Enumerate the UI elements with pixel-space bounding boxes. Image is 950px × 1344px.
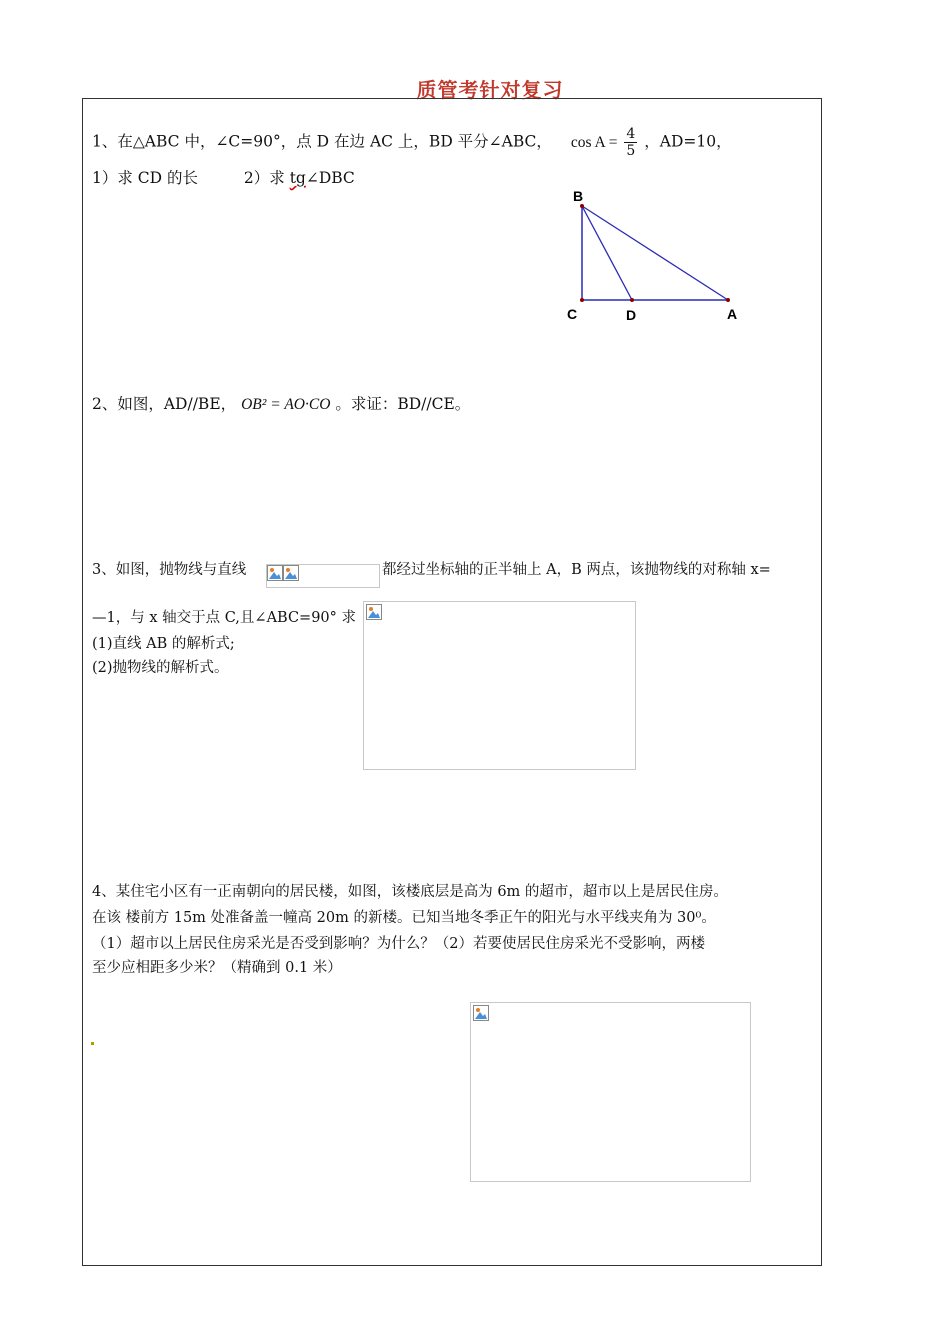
point-d — [630, 298, 634, 302]
q1-statement — [92, 126, 732, 159]
q2-formula: OB² = AO·CO — [241, 396, 331, 413]
label-d: D — [626, 307, 637, 323]
label-a: A — [727, 306, 738, 322]
q1-subquestions — [92, 166, 355, 188]
label-b: B — [573, 188, 584, 204]
q1-sub2-tg: tg — [289, 169, 306, 187]
q4-figure-placeholder — [470, 1002, 751, 1182]
q1-frac-den: 5 — [626, 143, 636, 159]
q3-line2: —1，与 x 轴交于点 C,且∠ABC=90° 求 — [92, 610, 357, 626]
broken-image-icon — [366, 604, 382, 620]
point-a — [726, 298, 730, 302]
broken-image-icon — [267, 565, 283, 581]
q3-inline-image-placeholder — [266, 564, 380, 588]
q1-sub2-a: 2）求 — [243, 169, 290, 187]
q1-fraction — [624, 126, 637, 159]
q3-figure-placeholder — [363, 601, 636, 770]
point-b — [580, 204, 584, 208]
q2-statement — [92, 392, 470, 414]
q3-item1: (1)直线 AB 的解析式; — [92, 636, 235, 652]
point-c — [580, 298, 584, 302]
stray-mark — [91, 1042, 94, 1045]
broken-image-icon — [283, 565, 299, 581]
q4-line3: （1）超市以上居民住房采光是否受到影响？为什么？（2）若要使居民住房采光不受影响，两楼 — [92, 936, 705, 952]
page-title: 质管考针对复习 — [416, 78, 564, 102]
triangle-figure — [560, 186, 760, 326]
q1-sub1: 1）求 CD 的长 — [92, 169, 199, 187]
broken-image-icon — [473, 1005, 489, 1021]
label-c: C — [567, 306, 578, 322]
q3-line1-b: 都经过坐标轴的正半轴上 A，B 两点，该抛物线的对称轴 x= — [382, 562, 771, 578]
q1-frac-num: 4 — [626, 126, 636, 142]
q2-text-a: 2、如图，AD//BE， — [92, 395, 237, 413]
q4-line1: 4、某住宅小区有一正南朝向的居民楼，如图，该楼底层是高为 6m 的超市，超市以上是居民住房。 — [92, 884, 728, 900]
q3-item2: (2)抛物线的解析式。 — [92, 660, 229, 676]
q1-cos-prefix: cos A = — [570, 133, 618, 151]
q4-line4: 至少应相距多少米？（精确到 0.1 米） — [92, 960, 342, 976]
q1-sub2-b: ∠DBC — [305, 169, 355, 187]
q2-text-b: 。求证：BD//CE。 — [335, 395, 471, 413]
q3-line1-a: 3、如图，抛物线与直线 — [92, 562, 247, 578]
q1-text1: 1、在△ABC 中，∠C=90°，点 D 在边 AC 上，BD 平分∠ABC， — [92, 132, 552, 151]
q4-line2: 在该 楼前方 15m 处准备盖一幢高 20m 的新楼。已知当地冬季正午的阳光与水平线夹角为 30⁰。 — [92, 910, 716, 926]
segment-bd — [582, 206, 632, 300]
q1-text2: ，AD=10， — [644, 132, 732, 151]
segment-ba — [582, 206, 728, 300]
